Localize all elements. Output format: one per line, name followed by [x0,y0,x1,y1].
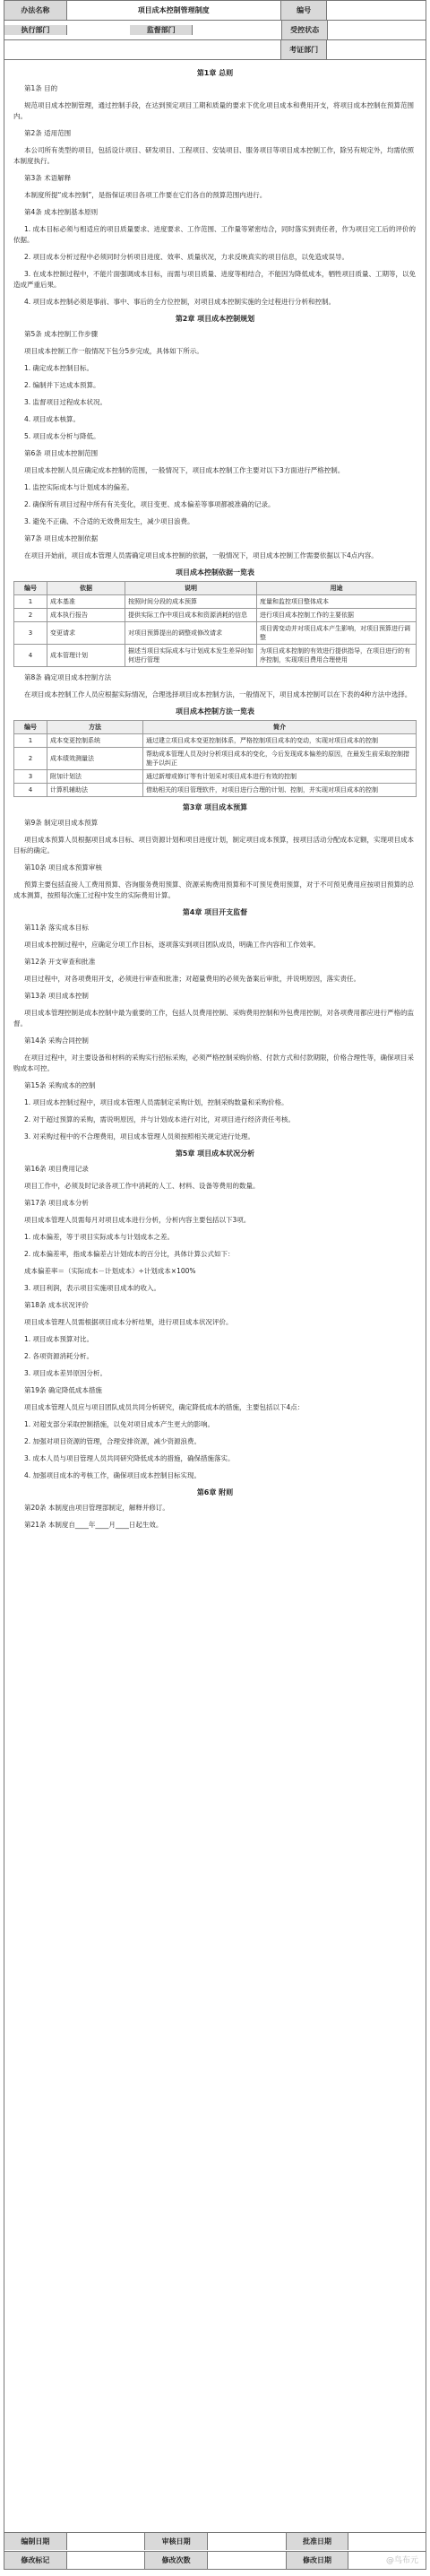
paragraph: 3. 监督项目过程成本状况。 [24,398,108,406]
paragraph: 3. 项目成本差异原因分析。 [24,1369,108,1377]
approve-date-value [348,2533,426,2550]
table-cell: 对项目预算提出的调整或修改请求 [125,622,257,645]
chapter-2-extra [13,672,417,700]
paragraph: 项目成本管理人员需每月对项目成本进行分析，分析内容主要包括以下3项。 [24,1216,251,1224]
table-cell: 成本管理计划 [47,645,125,667]
approve-date-label: 批准日期 [287,2533,349,2550]
paragraph: 项目成本管理人员应与项目团队成员共同分析研究，确定降低成本的措施，主要包括以下4点： [24,1403,305,1411]
paragraph: 项目成本控制工作一般情况下包分5步完成，具体如下所示。 [24,347,203,355]
table-cell: 项目需变动并对项目成本产生影响，对项目预算进行调整 [257,622,417,645]
table-cell: 成本变更控制系统 [47,734,143,748]
paragraph: 1. 项目成本控制过程中，项目成本管理人员需制定采购计划，控制采购数量和采购价格。 [24,1098,288,1106]
paragraph: 1. 对超支部分采取控制措施，以免对项目成本产生更大的影响。 [24,1420,215,1428]
table-cell: 帮助成本管理人员及时分析项目成本的变化，今后发现成本偏差的原因，在最发生前采取控制措施予以纠正 [143,748,417,770]
prep-date-value [67,2533,146,2550]
basis-table [13,581,417,667]
basis-col-use: 用途 [257,582,417,595]
paragraph: 第1条 目的 [24,84,58,92]
paragraph: 在项目过程中，对主要设备和材料的采购实行招标采购，必须严格控制采购价格、付款方式和付款期限，价格合理性等，确保项目采购成本可控。 [13,1054,414,1072]
paragraph: 第13条 项目成本控制 [24,992,89,1000]
table-cell: 1 [14,595,47,609]
document-body [4,60,426,1531]
paragraph: 第21条 本制度自____年____月____日起生效。 [24,1521,163,1529]
table-cell: 3 [14,770,47,784]
method-col-method: 方法 [47,721,143,734]
paragraph: 3. 成本人员与项目管理人员共同研究降低成本的措施，确保措施落实。 [24,1454,235,1462]
paragraph: 第8条 确定项目成本控制方法 [24,673,112,681]
chapter-4-content [13,923,417,1142]
paragraph: 第20条 本制度由项目管理部制定，解释并修订。 [24,1504,169,1512]
status-label: 受控状态 [282,21,328,39]
paragraph: 第17条 项目成本分析 [24,1199,89,1207]
paragraph: 项目过程中，对各项费用开支，必须进行审查和批准；对超量费用的必须先备案后审批，并说明原因，落实责任。 [24,975,360,983]
mod-date-label: 修改日期 [287,2552,349,2569]
table-cell: 2 [14,748,47,770]
mod-count-value [208,2552,287,2569]
paragraph: 2. 各项资源消耗分析。 [24,1352,94,1360]
table-row [14,609,417,622]
super-dept-label: 监督部门 [130,25,193,35]
table-cell: 3 [14,622,47,645]
paragraph: 第14条 采购合同控制 [24,1036,89,1045]
chapter-6-title: 第6章 附则 [196,1488,234,1496]
table-cell: 描述当项目实际成本与计划成本发生差异时如何进行管理 [125,645,257,667]
paragraph: 第18条 成本状况评价 [24,1301,89,1309]
paragraph: 第7条 项目成本控制依据 [24,534,99,542]
basis-col-basis: 依据 [47,582,125,595]
footer-row-2 [4,2551,426,2569]
method-col-no: 编号 [14,721,47,734]
paragraph: 第10条 项目成本预算审核 [24,863,102,872]
paragraph: 3. 在成本控制过程中，不能片面强调成本目标，而需与项目质量、进度等相结合，不能因为降低成本，牺牲项目质量、工期等，以免造成严重后果。 [13,270,417,289]
paragraph: 本制度所提“成本控制”，是指保证项目各项工作要在它们各自的预算范围内进行。 [24,191,267,199]
chapter-3-content [13,818,417,901]
paragraph: 第16条 项目费用记录 [24,1165,89,1173]
exec-dept-label: 执行部门 [4,25,67,35]
chapter-2-content [13,329,417,561]
table-row [14,748,417,770]
watermark: @鸟布元 [385,2556,418,2565]
test-dept-label: 考证部门 [281,40,328,59]
table-row [14,645,417,667]
table-cell: 4 [14,645,47,667]
paragraph: 2. 对于超过预算的采购，需说明原因，并与计划成本进行对比，对项目进行经济责任考核。 [24,1115,296,1123]
paragraph: 1. 成本目标必须与相适应的项目质量要求、进度要求、工作范围、工作量等紧密结合，同时落实到责任者，作为项目完工后的评价的依据。 [13,225,417,244]
paragraph: 在项目开始前，项目成本管理人员需确定项目成本控制的依据，一般情况下，项目成本控制工作需要依据以下4点内容。 [24,551,378,559]
table-cell: 为项目成本控制的有效进行提供指导，在项目进行的有序控制，实现项目费用合理使用 [257,645,417,667]
paragraph: 2. 编制并下达成本预算。 [24,381,100,389]
table-cell: 通过建立项目成本变更控制体系，严格控制项目成本的变动，实现对项目成本的控制 [143,734,417,748]
table-cell: 成本执行报告 [47,609,125,622]
table-cell: 进行项目成本控制工作的主要依据 [257,609,417,622]
review-date-value [208,2533,287,2550]
table-cell: 1 [14,734,47,748]
paragraph: 4. 项目成本核算。 [24,415,81,423]
paragraph: 在项目成本控制工作人员应根据实际情况，合理选择项目成本控制方法，一般情况下，项目成本控制可以在下表的4种方法中选择。 [24,690,412,698]
paragraph: 第19条 确定降低成本措施 [24,1386,102,1394]
chapter-2-title: 第2章 项目成本控制规划 [175,315,255,323]
paragraph: 项目成本预算人员根据项目成本目标、项目资源计划和项目进度计划，制定项目成本预算，按项目活动分配成本定额，实现项目成本目标的确定。 [13,836,414,854]
paragraph: 3. 项目利润，表示项目实施项目成本的收入。 [24,1284,161,1292]
test-dept-value [327,40,426,59]
paragraph: 2. 项目成本分析过程中必须同时分析项目进度、效率、质量状况，力求反映真实的项目信息，以免造成误导。 [24,253,349,261]
chapter-1-title: 第1章 总则 [196,69,234,77]
mod-mark-value [67,2552,146,2569]
table-cell: 借助相关的项目管理软件，对项目进行合理的计划、控制，并实现对项目成本的控制 [143,784,417,797]
paragraph: 1. 确定成本控制目标。 [24,364,94,372]
paragraph: 项目成本管理人员需根据项目成本分析结果，进行项目成本状况评价。 [24,1318,233,1326]
paragraph: 项目工作中，必须及时记录各项工作中消耗的人工、材料、设备等费用的数量。 [24,1182,260,1190]
basis-table-title: 项目成本控制依据一览表 [176,568,254,577]
paragraph: 4. 加强项目成本的考核工作，确保项目成本控制目标实现。 [24,1471,202,1479]
paragraph: 预算主要包括直接人工费用预算、咨询服务费用预算、资源采购费用预算和不可预见费用预算，对于不可预见费用应按项目预算的总成本测算，按照每次施工过程中发生的实际费用计算。 [13,880,414,899]
status-value [328,21,426,39]
table-cell: 度量和监控项目整体成本 [257,595,417,609]
table-cell: 提供实际工作中项目成本和资源消耗的信息 [125,609,257,622]
chapter-3-title: 第3章 项目成本预算 [182,803,248,811]
chapter-5-title: 第5章 项目成本状况分析 [175,1149,255,1158]
paragraph: 3. 避免不正确、不合适的无效费用发生，减少项目浪费。 [24,517,194,525]
method-col-desc: 简介 [143,721,417,734]
number-value [327,1,426,20]
paragraph: 5. 项目成本分析与降低。 [24,432,100,440]
paragraph: 第6条 项目成本控制范围 [24,449,99,457]
number-label: 编号 [281,1,328,20]
paragraph: 1. 项目成本预算对比。 [24,1335,94,1343]
table-cell: 变更请求 [47,622,125,645]
table-cell: 4 [14,784,47,797]
paragraph: 第2条 适用范围 [24,129,72,137]
paragraph: 规范项目成本控制管理，通过控制手段，在达到预定项目工期和质量的要求下优化项目成本和费用开支，将项目成本控制在预算范围内。 [13,101,414,120]
paragraph: 第3条 术语解释 [24,174,72,182]
paragraph: 项目成本控制过程中，应确定分项工作目标，逐项落实到项目团队成员，明确工作内容和工作效率。 [24,941,320,949]
chapter-1-content [13,83,417,308]
paragraph: 2. 确保所有项目过程中所有有关变化，项目变更、成本偏差等事项都被准确的记录。 [24,500,275,508]
mod-count-label: 修改次数 [145,2552,208,2569]
table-cell: 计算机辅助法 [47,784,143,797]
paragraph: 1. 监控实际成本与计划成本的偏差。 [24,483,134,491]
paragraph: 项目成本管理控制是成本控制中最为重要的工作，包括人员费用控制、采购费用控制和外包费用控制，对各项费用都应进行严格的监督。 [13,1009,414,1028]
paragraph: 第4条 成本控制基本原则 [24,208,99,216]
paragraph: 第11条 落实成本目标 [24,924,89,932]
paragraph: 2. 成本偏差率，指成本偏差占计划成本的百分比，具体计算公式如下： [24,1250,235,1258]
table-cell: 成本基准 [47,595,125,609]
document-page [4,0,426,2570]
paragraph: 第15条 采购成本的控制 [24,1081,96,1089]
table-row [14,770,417,784]
method-table-title: 项目成本控制方法一览表 [176,707,254,716]
prep-date-label: 编制日期 [4,2533,67,2550]
header-row-3 [4,40,426,60]
header-row-1 [4,1,426,21]
basis-col-desc: 说明 [125,582,257,595]
table-cell: 成本绩效测量法 [47,748,143,770]
paragraph: 2. 加强对项目资源的管理，合理安排资源，减少资源浪费。 [24,1437,202,1445]
doc-title: 项目成本控制管理制度 [67,1,281,20]
paragraph: 第9条 制定项目成本预算 [24,819,99,827]
paragraph: 成本偏差率＝（实际成本－计划成本）÷计划成本×100% [24,1267,196,1275]
chapter-5-content [13,1164,417,1481]
header-row-2 [4,21,426,40]
paragraph: 本公司所有类型的项目，包括设计项目、研发项目、工程项目、安装项目、服务项目等项目成本控制工作，除另有规定外，均需依照本制度执行。 [13,146,414,165]
mod-mark-label: 修改标记 [4,2552,67,2569]
table-cell: 附加计划法 [47,770,143,784]
paragraph: 项目成本控制人员应确定成本控制的范围，一般情况下，项目成本控制工作主要对以下3方面进行严格控制。 [24,466,345,474]
table-cell: 2 [14,609,47,622]
footer-row-1 [4,2532,426,2550]
table-cell: 按照时间分段的成本预算 [125,595,257,609]
table-cell: 通过新增或修订等有计划采对项目成本进行有效的控制 [143,770,417,784]
paragraph: 第5条 成本控制工作步骤 [24,330,99,338]
paragraph: 第12条 开支审查和批准 [24,958,96,966]
paragraph: 3. 对采购过程中的不合理费用，项目成本管理人员须按照相关规定进行处理。 [24,1132,255,1141]
paragraph: 1. 成本偏差，等于项目实际成本与计划成本之差。 [24,1233,175,1241]
paragraph: 4. 项目成本控制必须是事前、事中、事后的全方位控制，对项目成本控制实施的全过程进行分析和控制。 [24,298,336,306]
review-date-label: 审核日期 [145,2533,208,2550]
table-row [14,734,417,748]
table-row [14,622,417,645]
table-row [14,784,417,797]
chapter-6-content [13,1503,417,1531]
basis-col-no: 编号 [14,582,47,595]
table-row [14,595,417,609]
chapter-4-title: 第4章 项目开支监督 [182,908,248,916]
method-table [13,720,417,797]
doc-name-label: 办法名称 [4,1,67,20]
